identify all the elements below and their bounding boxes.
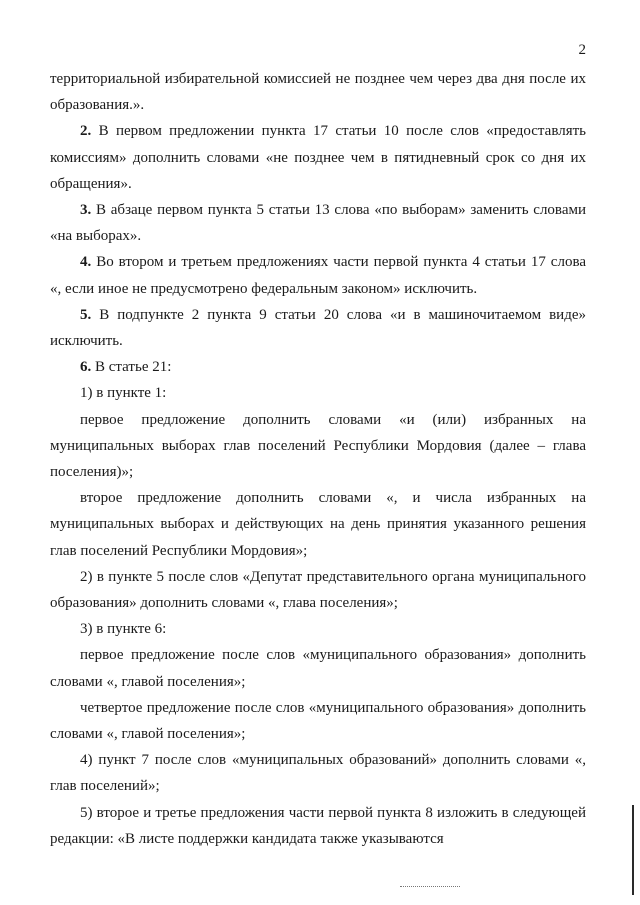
subitem-1-second-sentence xyxy=(50,485,586,564)
paragraph-item-2 xyxy=(50,118,586,197)
paragraph-text: 2) в пункте 5 после слов «Депутат представительного органа муниципального образования» дополнить словами «, глава поселения»; xyxy=(50,568,586,612)
paragraph-text: В статье 21: xyxy=(91,359,172,376)
paragraph-item-6 xyxy=(50,354,586,380)
subitem-3-fourth-sentence xyxy=(50,695,586,747)
paragraph-item-3 xyxy=(50,197,586,249)
paragraph-item-4 xyxy=(50,249,586,301)
paragraph-text: первое предложение дополнить словами «и (или) избранных на муниципальных выборах глав поселений Республики Мордовия (далее – глава поселения)»; xyxy=(50,411,586,481)
paragraph-text: Во втором и третьем предложениях части первой пункта 4 статьи 17 слова «, если иное не предусмотрено федеральным законом» исключить. xyxy=(50,254,586,297)
paragraph-text: 5) второе и третье предложения части первой пункта 8 изложить в следующей редакции: «В листе поддержки кандидата также указываются xyxy=(50,804,586,847)
paragraph-item-5 xyxy=(50,302,586,354)
paragraph-text: В подпункте 2 пункта 9 статьи 20 слова «и в машиночитаемом виде» исключить. xyxy=(50,306,586,350)
item-number: 6. xyxy=(80,359,92,376)
page-number: 2 xyxy=(578,42,586,58)
paragraph-text: первое предложение после слов «муниципального образования» дополнить словами «, главой поселения»; xyxy=(50,647,586,690)
item-number: 3. xyxy=(80,202,92,219)
paragraph-continuation xyxy=(50,66,586,118)
item-number: 2. xyxy=(80,123,92,140)
scan-edge-dots xyxy=(400,886,460,889)
subitem-4 xyxy=(50,747,586,799)
scan-edge-mark xyxy=(632,805,634,895)
subitem-1-first-sentence xyxy=(50,407,586,486)
subitem-1 xyxy=(50,380,586,406)
subitem-3 xyxy=(50,616,586,642)
paragraph-text: 4) пункт 7 после слов «муниципальных образований» дополнить словами «, глав поселений»; xyxy=(50,752,586,795)
paragraph-text: 3) в пункте 6: xyxy=(80,621,167,638)
paragraph-text: второе предложение дополнить словами «, и числа избранных на муниципальных выборах и действующих на день принятия указанного решения глав поселений Республики Мордовия»; xyxy=(50,490,586,559)
paragraph-text: В первом предложении пункта 17 статьи 10 после слов «предоставлять комиссиям» дополнить словами «не позднее чем в пятидневный срок со дня их обращения». xyxy=(50,123,586,192)
paragraph-text: четвертое предложение после слов «муниципального образования» дополнить словами «, главой поселения»; xyxy=(50,699,586,743)
paragraph-text: 1) в пункте 1: xyxy=(80,385,167,402)
paragraph-text: территориальной избирательной комиссией не позднее чем через два дня после их образования.». xyxy=(50,71,586,114)
subitem-3-first-sentence xyxy=(50,642,586,694)
subitem-5 xyxy=(50,800,586,852)
document-body xyxy=(50,66,586,852)
subitem-2 xyxy=(50,564,586,616)
paragraph-text: В абзаце первом пункта 5 статьи 13 слова «по выборам» заменить словами «на выборах». xyxy=(50,202,586,245)
item-number: 5. xyxy=(80,306,92,323)
item-number: 4. xyxy=(80,254,92,271)
